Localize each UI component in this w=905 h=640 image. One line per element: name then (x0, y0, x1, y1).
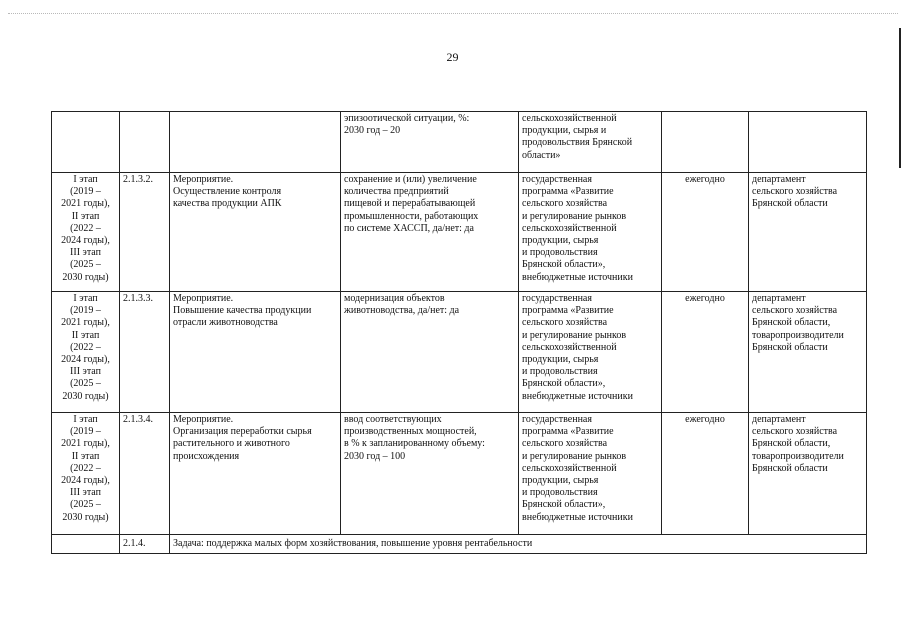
cell-program: государственная программа «Развитие сельского хозяйства и регулирование рынков сельскохозяйственной продукции, сырья и продовольствия Брянской области», внебюджетные источники (519, 292, 662, 413)
measures-table (51, 111, 867, 554)
table-row-task (52, 535, 867, 554)
table-row (52, 173, 867, 292)
cell-period: ежегодно (662, 292, 749, 413)
cell-executor (749, 112, 867, 173)
cell-program: сельскохозяйственной продукции, сырья и продовольствия Брянской области» (519, 112, 662, 173)
cell-indicator: сохранение и (или) увеличение количества предприятий пищевой и перерабатывающей промышленности, работающих по системе ХАССП, да/нет: да (341, 173, 519, 292)
cell-stage: I этап (2019 – 2021 годы), II этап (2022 – 2024 годы), III этап (2025 – 2030 годы) (52, 173, 120, 292)
cell-program: государственная программа «Развитие сельского хозяйства и регулирование рынков сельскохозяйственной продукции, сырья и продовольствия Брянской области», внебюджетные источники (519, 413, 662, 535)
cell-code: 2.1.3.4. (120, 413, 170, 535)
cell-stage: I этап (2019 – 2021 годы), II этап (2022 – 2024 годы), III этап (2025 – 2030 годы) (52, 413, 120, 535)
cell-indicator: модернизация объектов животноводства, да/нет: да (341, 292, 519, 413)
cell-indicator: эпизоотической ситуации, %: 2030 год – 20 (341, 112, 519, 173)
scan-edge-mark (899, 28, 901, 168)
cell-name (170, 112, 341, 173)
cell-name: Мероприятие. Повышение качества продукции отрасли животноводства (170, 292, 341, 413)
table-row (52, 413, 867, 535)
cell-indicator: ввод соответствующих производственных мощностей, в % к запланированному объему: 2030 год – 100 (341, 413, 519, 535)
cell-name: Мероприятие. Осуществление контроля качества продукции АПК (170, 173, 341, 292)
cell-executor: департамент сельского хозяйства Брянской области (749, 173, 867, 292)
cell-period: ежегодно (662, 173, 749, 292)
cell-program: государственная программа «Развитие сельского хозяйства и регулирование рынков сельскохозяйственной продукции, сырья и продовольствия Брянской области», внебюджетные источники (519, 173, 662, 292)
cell-executor: департамент сельского хозяйства Брянской области, товаропроизводители Брянской области (749, 292, 867, 413)
cell-executor: департамент сельского хозяйства Брянской области, товаропроизводители Брянской области (749, 413, 867, 535)
cell-code: 2.1.3.2. (120, 173, 170, 292)
table-row (52, 292, 867, 413)
cell-code (120, 112, 170, 173)
page-number: 29 (446, 50, 459, 64)
cell-stage: I этап (2019 – 2021 годы), II этап (2022 – 2024 годы), III этап (2025 – 2030 годы) (52, 292, 120, 413)
cell-period: ежегодно (662, 413, 749, 535)
cell-period (662, 112, 749, 173)
cell-name: Мероприятие. Организация переработки сырья растительного и животного происхождения (170, 413, 341, 535)
task-code: 2.1.4. (120, 535, 170, 554)
scan-top-border (8, 13, 898, 14)
task-text: Задача: поддержка малых форм хозяйствования, повышение уровня рентабельности (170, 535, 867, 554)
cell-code: 2.1.3.3. (120, 292, 170, 413)
table-row-continuation (52, 112, 867, 173)
cell-stage (52, 112, 120, 173)
cell-stage (52, 535, 120, 554)
